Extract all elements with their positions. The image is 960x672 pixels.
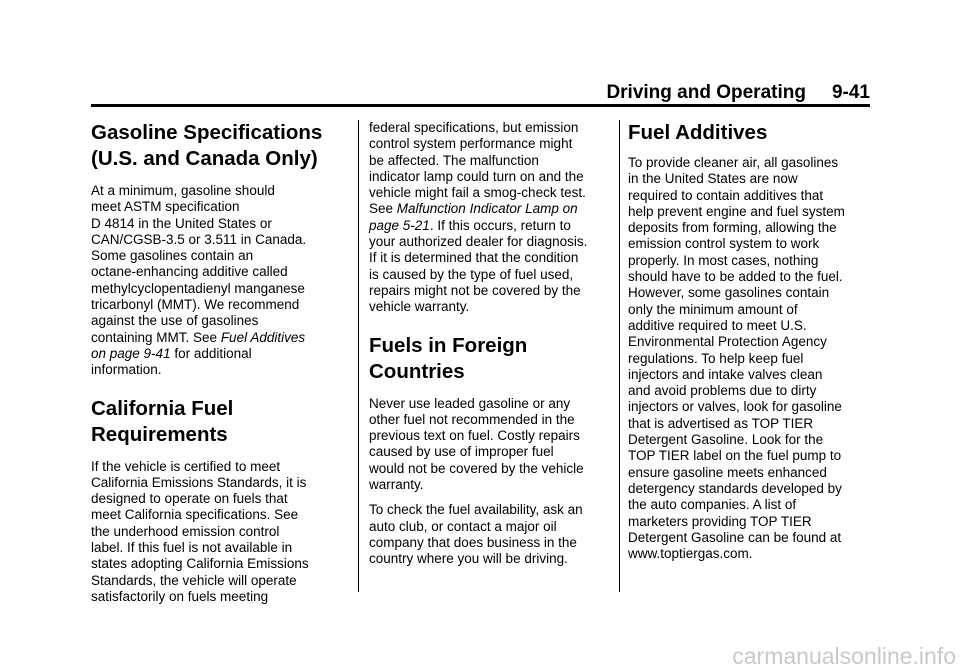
text-line: would not be covered by the vehicle — [369, 460, 584, 476]
paragraph-foreign-fuel — [369, 396, 631, 494]
column-divider-1 — [358, 120, 359, 592]
column-3 — [628, 120, 890, 571]
text-line: TOP TIER label on the fuel pump to — [628, 448, 842, 464]
column-1 — [91, 120, 353, 614]
text-line: containing MMT. See Fuel Additives — [91, 329, 306, 345]
text-line: Fuels in Foreign — [369, 333, 528, 357]
text-line: properly. In most cases, nothing — [628, 252, 819, 268]
text-line: designed to operate on fuels that — [91, 491, 288, 507]
text-line: injectors or valves, look for gasoline — [628, 399, 842, 415]
paragraph-california-fuel — [91, 459, 353, 606]
text-line: California Fuel — [91, 396, 234, 420]
header-rule — [91, 104, 870, 107]
text-line: company that does business in the — [369, 534, 577, 550]
text-line: other fuel not recommended in the — [369, 411, 575, 427]
text-line: See Malfunction Indicator Lamp on — [369, 201, 578, 217]
paragraph-fuel-additives — [628, 155, 890, 562]
page-number: 9-41 — [831, 82, 870, 103]
text-line: states adopting California Emissions — [91, 556, 309, 572]
text-line: www.toptiergas.com. — [628, 546, 753, 562]
text-line: Environmental Protection Agency — [628, 334, 827, 350]
text-line: California Emissions Standards, it is — [91, 474, 307, 490]
paragraph-gasoline-spec — [91, 183, 353, 379]
text-line: required to contain additives that — [628, 187, 824, 203]
text-line: that is advertised as TOP TIER — [628, 415, 814, 431]
text-line: the auto companies. A list of — [628, 497, 797, 513]
text-line: To provide cleaner air, all gasolines — [628, 155, 839, 170]
text-line: CAN/CGSB-3.5 or 3.511 in Canada. — [91, 231, 307, 247]
text-line: octane-enhancing additive called — [91, 264, 288, 280]
text-line: Gasoline Specifications — [91, 121, 323, 144]
text-line: country where you will be driving. — [369, 551, 568, 567]
text-line: vehicle warranty. — [369, 299, 470, 315]
text-line: the underhood emission control — [91, 523, 280, 539]
text-line: Countries — [369, 359, 465, 383]
text-line: (U.S. and Canada Only) — [91, 147, 318, 170]
text-line: repairs might not be covered by the — [369, 282, 581, 298]
cross-reference-page[interactable]: page 5-21 — [369, 217, 430, 233]
text-line: help prevent engine and fuel system — [628, 203, 845, 219]
text-line: meet ASTM specification — [91, 199, 240, 215]
text-line: Never use leaded gasoline or any — [369, 395, 571, 411]
text-line: regulations. To help keep fuel — [628, 350, 804, 366]
text-line: auto club, or contact a major oil — [369, 518, 557, 534]
text-line: against the use of gasolines — [91, 313, 259, 329]
text-line: be affected. The malfunction — [369, 152, 539, 168]
text-line: warranty. — [369, 477, 424, 493]
text-line: information. — [91, 362, 162, 378]
text-line: vehicle might fail a smog-check test. — [369, 185, 586, 201]
cross-reference-link[interactable]: Malfunction Indicator Lamp on — [396, 201, 578, 217]
page-header — [606, 82, 870, 104]
heading-fuels-foreign-countries — [369, 333, 631, 385]
watermark: carmanualsonline.info — [732, 643, 956, 669]
paragraph-fuel-availability — [369, 502, 631, 567]
text-line: D 4814 in the United States or — [91, 215, 272, 231]
text-line: methylcyclopentadienyl manganese — [91, 280, 305, 296]
text-line: Detergent Gasoline. Look for the — [628, 432, 824, 448]
text-line: label. If this fuel is not available in — [91, 540, 293, 556]
text-line: emission control system to work — [628, 236, 820, 252]
heading-california-fuel — [91, 396, 353, 448]
text-line: page 5-21. If this occurs, return to — [369, 217, 571, 233]
heading-gasoline-specifications — [91, 120, 353, 172]
text-line: detergency standards developed by — [628, 480, 842, 496]
text-line: tricarbonyl (MMT). We recommend — [91, 297, 300, 313]
text-line: in the United States are now — [628, 171, 798, 187]
text-line: additive required to meet U.S. — [628, 317, 807, 333]
heading-fuel-additives: Fuel Additives — [628, 121, 768, 144]
cross-reference-page[interactable]: on page 9-41 — [91, 345, 171, 361]
text-line: If the vehicle is certified to meet — [91, 458, 281, 474]
text-line: federal specifications, but emission — [369, 120, 579, 135]
text-line: Some gasolines contain an — [91, 248, 254, 264]
text-line: is caused by the type of fuel used, — [369, 266, 574, 282]
text-line: Requirements — [91, 422, 228, 446]
text-line: caused by use of improper fuel — [369, 444, 554, 460]
text-line: If it is determined that the condition — [369, 250, 579, 266]
text-line: However, some gasolines contain — [628, 285, 830, 301]
section-title: Driving and Operating — [606, 82, 806, 103]
text-line: ensure gasoline meets enhanced — [628, 464, 827, 480]
text-line: marketers providing TOP TIER — [628, 513, 812, 529]
text-line: At a minimum, gasoline should — [91, 183, 275, 198]
text-line: injectors and intake valves clean — [628, 366, 823, 382]
text-line: should have to be added to the fuel. — [628, 269, 843, 285]
text-line: deposits from forming, allowing the — [628, 220, 837, 236]
text-line: only the minimum amount of — [628, 301, 798, 317]
text-line: Detergent Gasoline can be found at — [628, 529, 842, 545]
text-line: control system performance might — [369, 136, 573, 152]
text-line: To check the fuel availability, ask an — [369, 502, 583, 518]
text-line: satisfactorily on fuels meeting — [91, 588, 269, 604]
text-line: and avoid problems due to dirty — [628, 383, 817, 399]
text-line: indicator lamp could turn on and the — [369, 168, 584, 184]
text-line: your authorized dealer for diagnosis. — [369, 234, 588, 250]
cross-reference-link[interactable]: Fuel Additives — [220, 329, 306, 345]
text-line: on page 9-41 for additional — [91, 345, 252, 361]
column-2 — [369, 120, 631, 577]
text-line: meet California specifications. See — [91, 507, 299, 523]
paragraph-california-fuel-cont — [369, 120, 631, 316]
text-line: previous text on fuel. Costly repairs — [369, 428, 580, 444]
text-line: Standards, the vehicle will operate — [91, 572, 297, 588]
